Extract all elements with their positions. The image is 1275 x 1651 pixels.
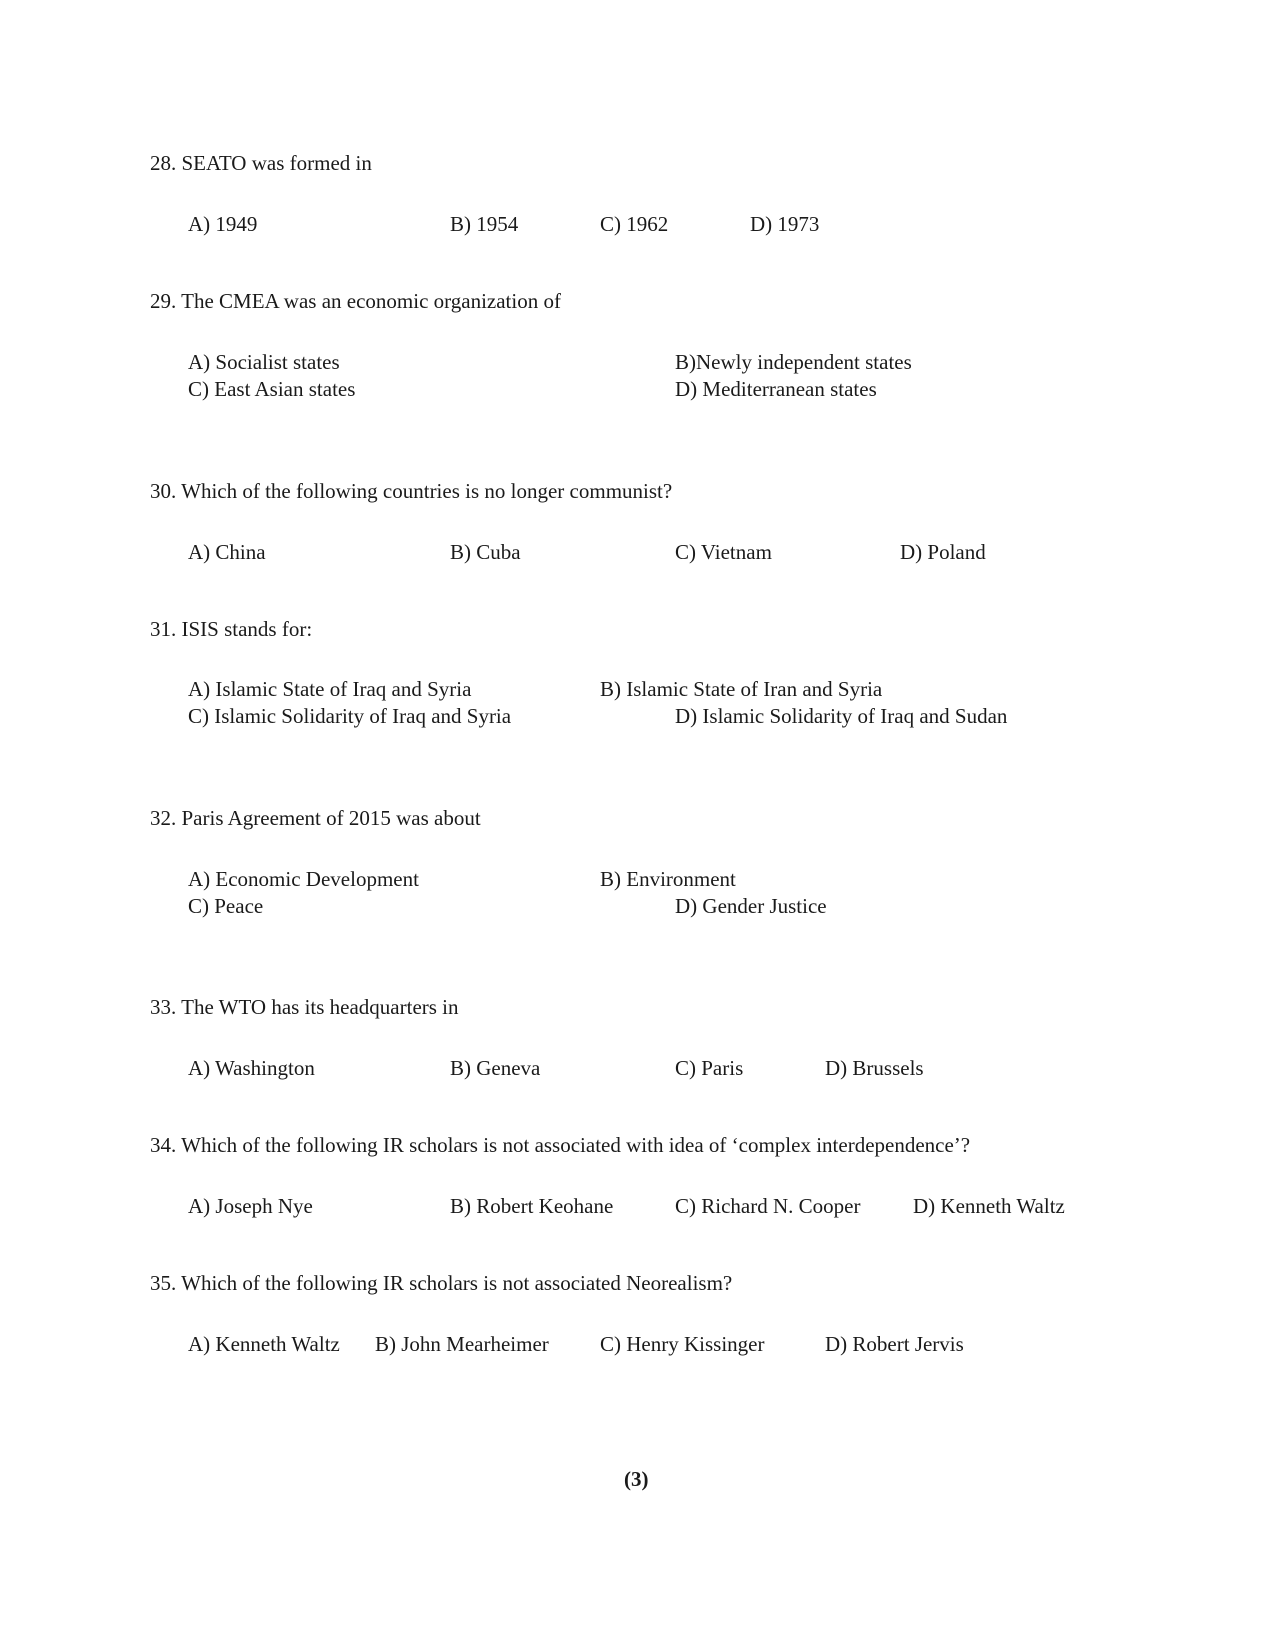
option-d: D) Gender Justice <box>675 894 827 918</box>
option-b: B) 1954 <box>450 212 519 236</box>
option-d: D) 1973 <box>750 212 820 236</box>
option-d: D) Mediterranean states <box>675 377 877 401</box>
option-b: B) Cuba <box>450 540 521 564</box>
option-a: A) 1949 <box>188 212 258 236</box>
option-c: C) Paris <box>675 1056 744 1080</box>
option-c: C) Henry Kissinger <box>600 1332 765 1356</box>
option-b: B) Islamic State of Iran and Syria <box>600 677 883 701</box>
option-b: B) Geneva <box>450 1056 541 1080</box>
option-d: D) Islamic Solidarity of Iraq and Sudan <box>675 704 1008 728</box>
option-c: C) East Asian states <box>188 377 356 401</box>
option-c: C) Peace <box>188 894 264 918</box>
option-c: C) 1962 <box>600 212 669 236</box>
question-stem: 32. Paris Agreement of 2015 was about <box>150 806 481 830</box>
question-stem: 30. Which of the following countries is no longer communist? <box>150 479 673 503</box>
question-stem: 33. The WTO has its headquarters in <box>150 995 459 1019</box>
option-d: D) Poland <box>900 540 986 564</box>
option-b: B)Newly independent states <box>675 350 912 374</box>
option-b: B) Environment <box>600 867 736 891</box>
option-a: A) Islamic State of Iraq and Syria <box>188 677 472 701</box>
option-a: A) Kenneth Waltz <box>188 1332 340 1356</box>
option-c: C) Islamic Solidarity of Iraq and Syria <box>188 704 512 728</box>
option-b: B) Robert Keohane <box>450 1194 614 1218</box>
question-stem: 28. SEATO was formed in <box>150 151 372 175</box>
question-stem: 29. The CMEA was an economic organization of <box>150 289 561 313</box>
option-c: C) Vietnam <box>675 540 772 564</box>
option-d: D) Brussels <box>825 1056 924 1080</box>
page-number: (3) <box>624 1467 649 1491</box>
option-a: A) China <box>188 540 266 564</box>
option-a: A) Socialist states <box>188 350 340 374</box>
question-stem: 34. Which of the following IR scholars is not associated with idea of ‘complex interdependence’? <box>150 1133 971 1157</box>
question-stem: 31. ISIS stands for: <box>150 617 313 641</box>
option-b: B) John Mearheimer <box>375 1332 549 1356</box>
question-stem: 35. Which of the following IR scholars is not associated Neorealism? <box>150 1271 733 1295</box>
option-d: D) Robert Jervis <box>825 1332 964 1356</box>
option-a: A) Washington <box>188 1056 315 1080</box>
option-c: C) Richard N. Cooper <box>675 1194 861 1218</box>
option-a: A) Economic Development <box>188 867 419 891</box>
option-a: A) Joseph Nye <box>188 1194 313 1218</box>
option-d: D) Kenneth Waltz <box>913 1194 1065 1218</box>
